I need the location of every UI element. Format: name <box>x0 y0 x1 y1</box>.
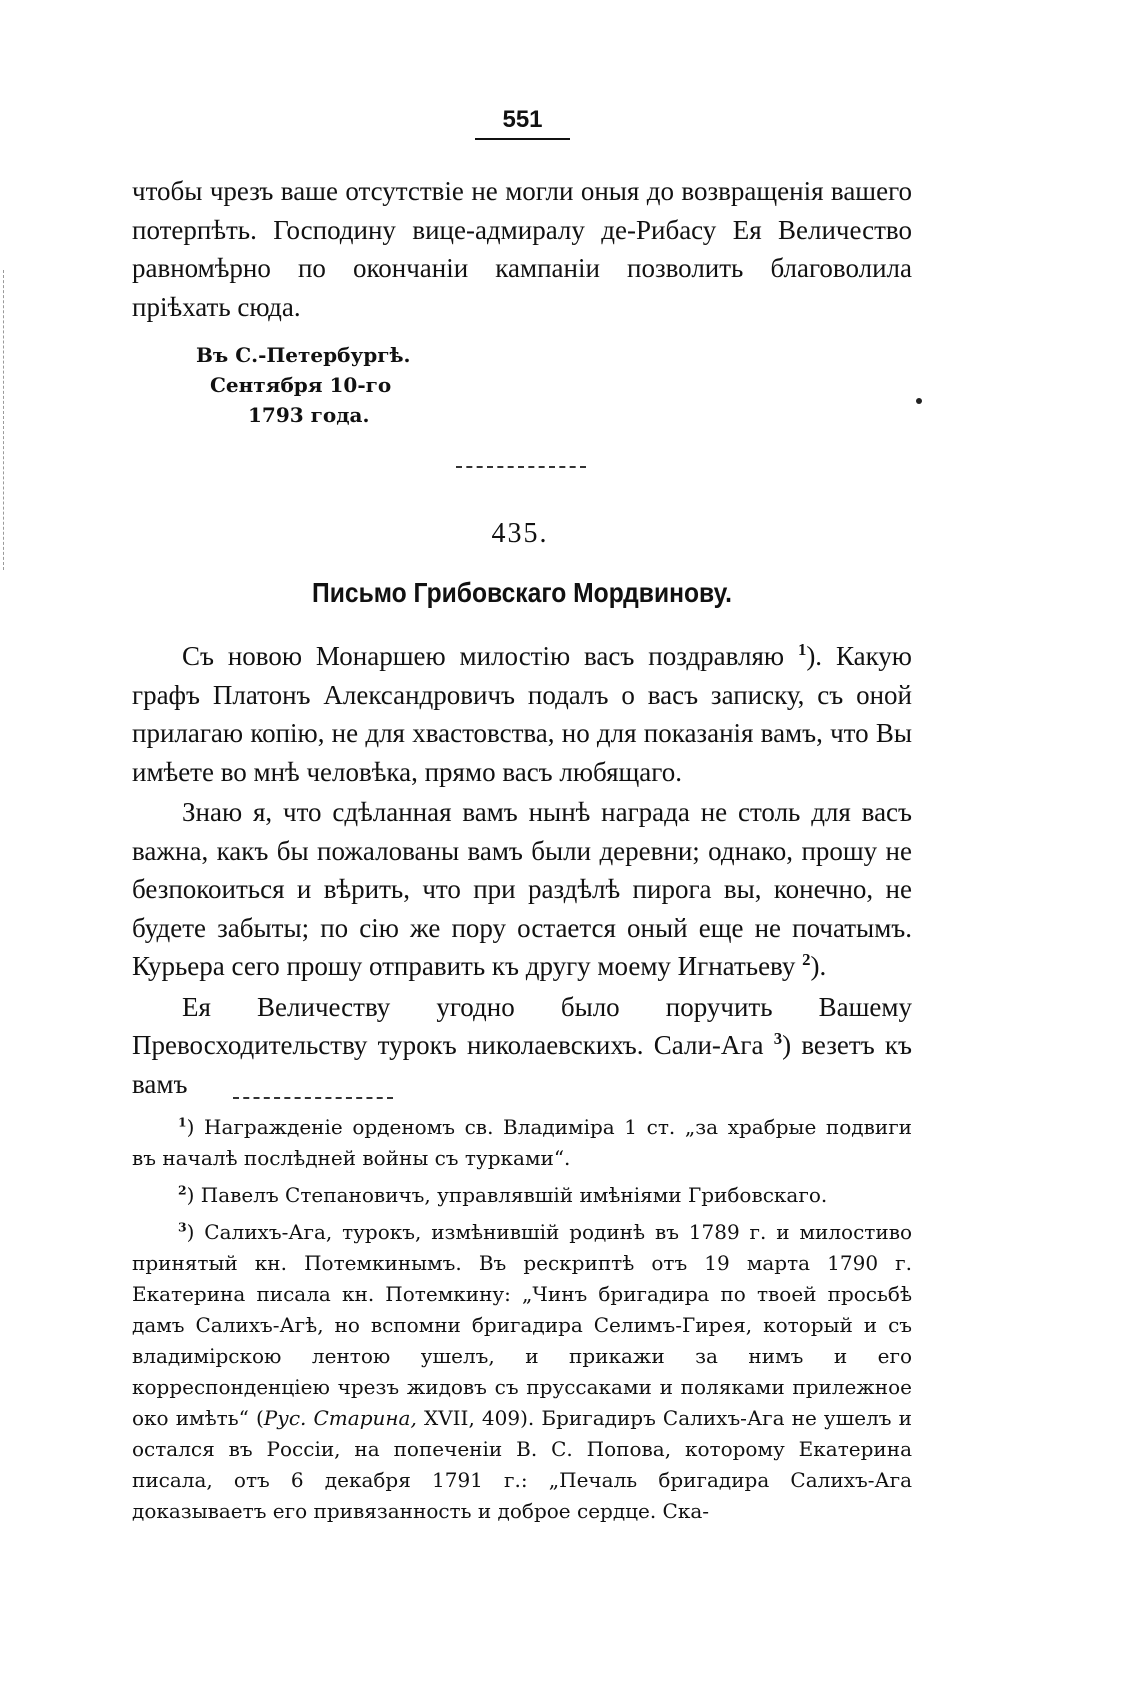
footnote-source: Рус. Старина, <box>263 1406 417 1430</box>
footnote-1 <box>132 1112 912 1174</box>
letter-text: ). Какую графъ Платонъ Александровичъ подалъ о васъ записку, съ оной прилагаю копію, не для хвастовства, но для показанія вамъ, что Вы имѣете во мнѣ человѣка, прямо васъ любящаго. <box>132 641 912 787</box>
footnote-marker: 1 <box>178 1114 187 1130</box>
footnote-text: ) Салихъ-Ага, турокъ, измѣнившій родинѣ въ 1789 г. и милостиво принятый кн. Потемкинымъ. Въ рескриптѣ отъ 19 марта 1790 г. Екатерина писала кн. Потемкину: „Чинъ бригадира по твоей просьбѣ дамъ Салихъ-Агѣ, но вспомни бригадира Селимъ-Гирея, который и съ владимірскою лентою ушелъ, и прикажи за нимъ и его корреспонденціею чрезъ жидовъ съ пруссаками и поляками прилежное око имѣть“ ( <box>132 1220 912 1430</box>
continuation-paragraph-block <box>132 172 912 326</box>
footnotes <box>132 1112 912 1533</box>
continuation-paragraph: чтобы чрезъ ваше отсутствіе не могли оныя до возвращенія вашего потерпѣть. Господину вице-адмиралу де-Рибасу Ея Величество равномѣрно по окончаніи кампаніи позволить благоволила пріѣхать сюда. <box>132 176 912 322</box>
page-number: 551 <box>475 106 570 140</box>
footnote-ref: 2 <box>802 949 811 969</box>
footnote-ref: 3 <box>773 1028 783 1048</box>
document-title: Письмо Грибовскаго Мордвинову. <box>312 577 732 608</box>
footnote-text: XVII, 409). Бригадиръ Салихъ-Ага не ушелъ и остался въ Россіи, на попеченіи В. С. Попова, которому Екатерина писала, отъ 6 декабря 1791 г.: „Печаль бригадира Салихъ-Ага доказываетъ его привязанность и доброе сердце. Ска- <box>132 1406 912 1523</box>
section-separator <box>456 466 586 468</box>
letter-paragraph <box>132 637 912 791</box>
footnote-3 <box>132 1217 912 1527</box>
signoff-date: Сентября 10-го <box>210 373 392 397</box>
signoff <box>196 340 411 430</box>
footnote-text: ) Павелъ Степановичъ, управлявшій имѣніями Грибовскаго. <box>186 1183 828 1207</box>
letter-text: ). <box>810 951 827 981</box>
letter-text: ) везетъ къ вамъ <box>132 1030 912 1099</box>
footnote-2 <box>132 1180 912 1211</box>
stray-ink-dot <box>916 398 922 404</box>
footnote-marker: 3 <box>178 1219 187 1235</box>
signoff-year: 1793 года. <box>248 403 370 427</box>
letter-body <box>132 637 912 1103</box>
margin-scan-line <box>3 270 4 570</box>
signoff-place: Въ С.-Петербургѣ. <box>196 343 411 367</box>
footnote-marker: 2 <box>178 1182 187 1198</box>
letter-text: Знаю я, что сдѣланная вамъ нынѣ награда не столь для васъ важна, какъ бы пожалованы вамъ были деревни; однако, прошу не безпокоиться и вѣрить, что при раздѣлѣ пирога вы, конечно, не будете забыты; по сію же пору остается оный еще не початымъ. Курьера сего прошу отправить къ другу моему Игнатьеву <box>132 797 912 981</box>
footnote-ref: 1 <box>797 639 807 659</box>
letter-paragraph <box>132 988 912 1104</box>
footnote-text: ) Награжденіе орденомъ св. Владиміра 1 ст. „за храбрые подвиги въ началѣ послѣдней войны съ турками“. <box>132 1115 912 1170</box>
document-number: 435. <box>491 518 549 549</box>
letter-paragraph <box>132 793 912 986</box>
letter-text: Ея Величеству угодно было поручить Вашему Превосходительству турокъ николаевскихъ. Сали-Ага <box>132 991 912 1060</box>
footnote-separator <box>233 1097 393 1099</box>
letter-text: Съ новою Монаршею милостію васъ поздравляю <box>182 641 798 671</box>
